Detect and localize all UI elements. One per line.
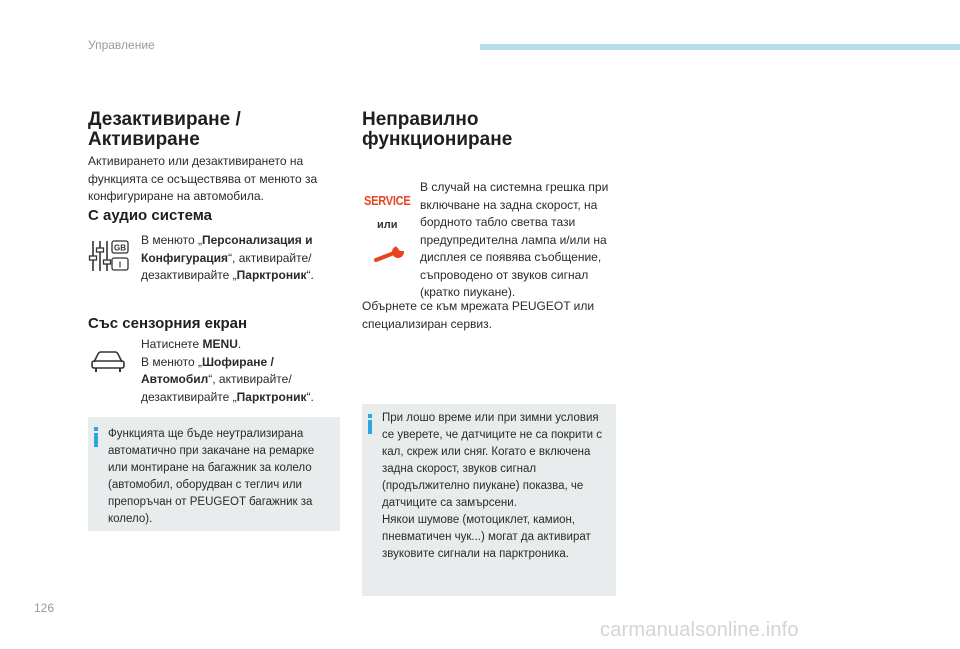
right-title: Неправилно функциониране [362,109,513,150]
touch-heading: Със сензорния екран [88,315,248,332]
left-title: Дезактивиране / Активиране [88,109,241,150]
left-note-box [88,417,340,531]
wrench-icon [372,244,408,266]
header-bar [480,44,960,50]
section-label: Управление [88,38,155,52]
right-note-box [362,404,616,596]
audio-settings-icon [88,238,130,274]
page-number: 126 [34,601,55,615]
watermark: carmanualsonline.info [600,619,799,641]
car-icon [90,346,126,374]
service-warning-label: SERVICE [364,193,411,208]
left-intro: Активирането или дезактивирането на функцията се осъществява от менюто за конфигуриране на автомобила. [88,154,318,203]
touch-instructions: Натиснете MENU. В менюто „Шофиране / Автомобил“, активирайте/ дезактивирайте „Парктроник“. [141,337,314,404]
right-note-text: При лошо време или при зимни условия се уверете, че датчиците не са покрити с кал, скреж или сняг. Когато е включена задна скорост, звуков сигнал (продължително пиукане) показва, че датчиците са замърсени. Някои шумове (мотоциклет, камион, пневматичен чук...) могат да активират звуковите сигнали на парктроника. [382,412,603,560]
left-note-text: Функцията ще бъде неутрализирана автоматично при закачане на ремарке или монтиране на багажник за колело (автомобил, оборудван с теглич или препоръчан от PEUGEOT багажник за колело). [108,428,315,525]
or-label: или [377,219,398,231]
fault-text: В случай на системна грешка при включване на задна скорост, на бордното табло светва тази предупредителна лампа и/или на дисплея се появява съобщение, съпроводено от звуков сигнал (кратко пиукане). [420,180,609,299]
info-icon [92,427,100,447]
contact-text: Обърнете се към мрежата PEUGEOT или специализиран сервиз. [362,299,595,331]
audio-heading: С аудио система [88,207,213,224]
audio-instructions: В менюто „Персонализация и Конфигурация“, активирайте/ дезактивирайте „Парктроник“. [141,233,314,282]
gb-label: GB [114,243,126,253]
i-label: I [118,260,122,270]
info-icon [366,414,374,434]
